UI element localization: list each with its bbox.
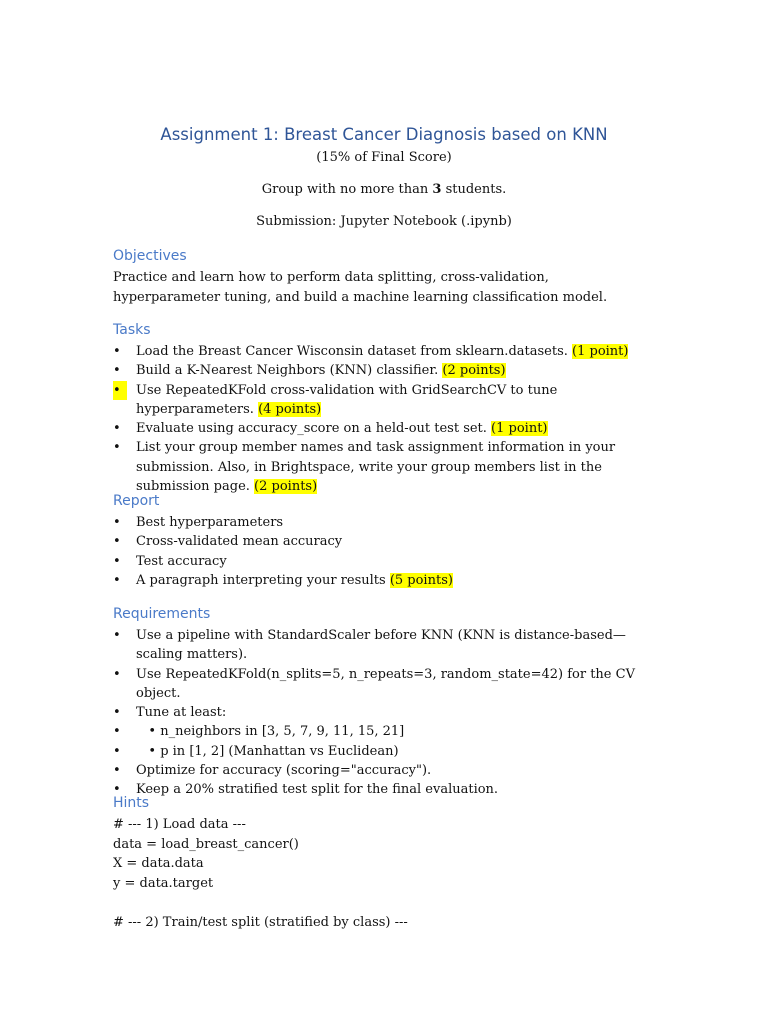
requirement-text: • n_neighbors in [3, 5, 7, 9, 11, 15, 21] — [136, 724, 405, 740]
bullet: • — [113, 534, 121, 550]
bullet: • — [113, 724, 121, 740]
task-points: (1 point) — [491, 421, 548, 437]
code-line: # --- 1) Load data --- — [113, 817, 246, 832]
list-item — [113, 722, 658, 741]
task-text: Load the Breast Cancer Wisconsin dataset from sklearn.datasets. — [136, 344, 573, 359]
report-text: Test accuracy — [136, 553, 227, 569]
report-text: A paragraph interpreting your results — [136, 572, 390, 588]
task-text: Build a K-Nearest Neighbors (KNN) classifier. — [136, 363, 443, 379]
code-line: X = data.data — [113, 856, 204, 871]
group-line-number: 3 — [432, 182, 442, 197]
bullet: • — [113, 381, 127, 400]
list-item — [113, 513, 658, 532]
list-item — [113, 532, 658, 551]
bullet: • — [113, 344, 121, 359]
list-item — [113, 571, 658, 590]
bullet: • — [113, 515, 121, 530]
submission-line: Submission: Jupyter Notebook (.ipynb) — [256, 214, 512, 229]
report-points: (5 points) — [389, 572, 453, 588]
report-list — [113, 513, 658, 590]
hints-code — [113, 815, 653, 932]
bullet: • — [113, 553, 121, 569]
bullet: • — [113, 363, 121, 379]
bullet: • — [113, 421, 121, 437]
list-item — [113, 665, 658, 704]
task-text: Use RepeatedKFold cross-validation with GridSearchCV to tune hyperparameters. — [136, 382, 558, 417]
list-item — [113, 742, 658, 761]
list-item — [113, 438, 658, 496]
requirements-list — [113, 626, 658, 800]
code-line: y = data.target — [113, 875, 214, 891]
document-title: Assignment 1: Breast Cancer Diagnosis based on KNN — [160, 125, 608, 144]
task-text: List your group member names and task assignment information in your submission. Also, in Brightspace, write your group members list in the submission page. — [136, 440, 616, 495]
task-points: (2 points) — [254, 479, 318, 495]
list-item — [113, 552, 658, 571]
list-item — [113, 780, 658, 799]
list-item — [113, 626, 658, 665]
group-line-before: Group with no more than — [261, 182, 433, 197]
bullet: • — [113, 705, 121, 721]
objectives-heading: Objectives — [113, 248, 187, 264]
bullet: • — [113, 628, 121, 643]
code-line — [113, 893, 653, 913]
group-size-line — [0, 181, 768, 199]
code-line: data = load_breast_cancer() — [113, 836, 299, 852]
requirement-text: Keep a 20% stratified test split for the final evaluation. — [136, 782, 499, 798]
list-item — [113, 361, 658, 380]
hints-heading: Hints — [113, 795, 150, 811]
bullet: • — [113, 782, 121, 798]
requirement-text: • p in [1, 2] (Manhattan vs Euclidean) — [136, 743, 399, 759]
list-item — [113, 761, 658, 780]
requirements-heading: Requirements — [113, 606, 211, 622]
code-line: # --- 2) Train/test split (stratified by class) --- — [113, 914, 408, 930]
tasks-list — [113, 342, 658, 496]
bullet: • — [113, 743, 121, 759]
requirement-text: Use RepeatedKFold(n_splits=5, n_repeats=3, random_state=42) for the CV object. — [136, 666, 635, 701]
list-item — [113, 419, 658, 438]
report-text: Best hyperparameters — [136, 515, 284, 530]
task-text: Evaluate using accuracy_score on a held-out test set. — [136, 421, 492, 437]
group-line-after: students. — [441, 182, 507, 197]
objectives-text: Practice and learn how to perform data splitting, cross-validation, hyperparameter tuning, and build a machine learning classification model. — [113, 270, 608, 305]
bullet: • — [113, 440, 121, 456]
list-item — [113, 703, 658, 722]
requirement-text: Use a pipeline with StandardScaler before KNN (KNN is distance-based—scaling matters). — [136, 628, 626, 663]
bullet: • — [113, 763, 121, 779]
report-heading: Report — [113, 493, 160, 509]
requirement-text: Tune at least: — [136, 705, 227, 721]
tasks-heading: Tasks — [113, 322, 151, 338]
task-points: (1 point) — [572, 344, 629, 359]
requirement-text: Optimize for accuracy (scoring="accuracy"). — [136, 763, 432, 779]
score-weight: (15% of Final Score) — [316, 150, 452, 165]
list-item — [113, 342, 658, 361]
bullet: • — [113, 666, 121, 682]
list-item — [113, 381, 658, 420]
bullet: • — [113, 572, 121, 588]
task-points: (2 points) — [442, 363, 506, 379]
task-points: (4 points) — [258, 401, 322, 417]
report-text: Cross-validated mean accuracy — [136, 534, 343, 550]
